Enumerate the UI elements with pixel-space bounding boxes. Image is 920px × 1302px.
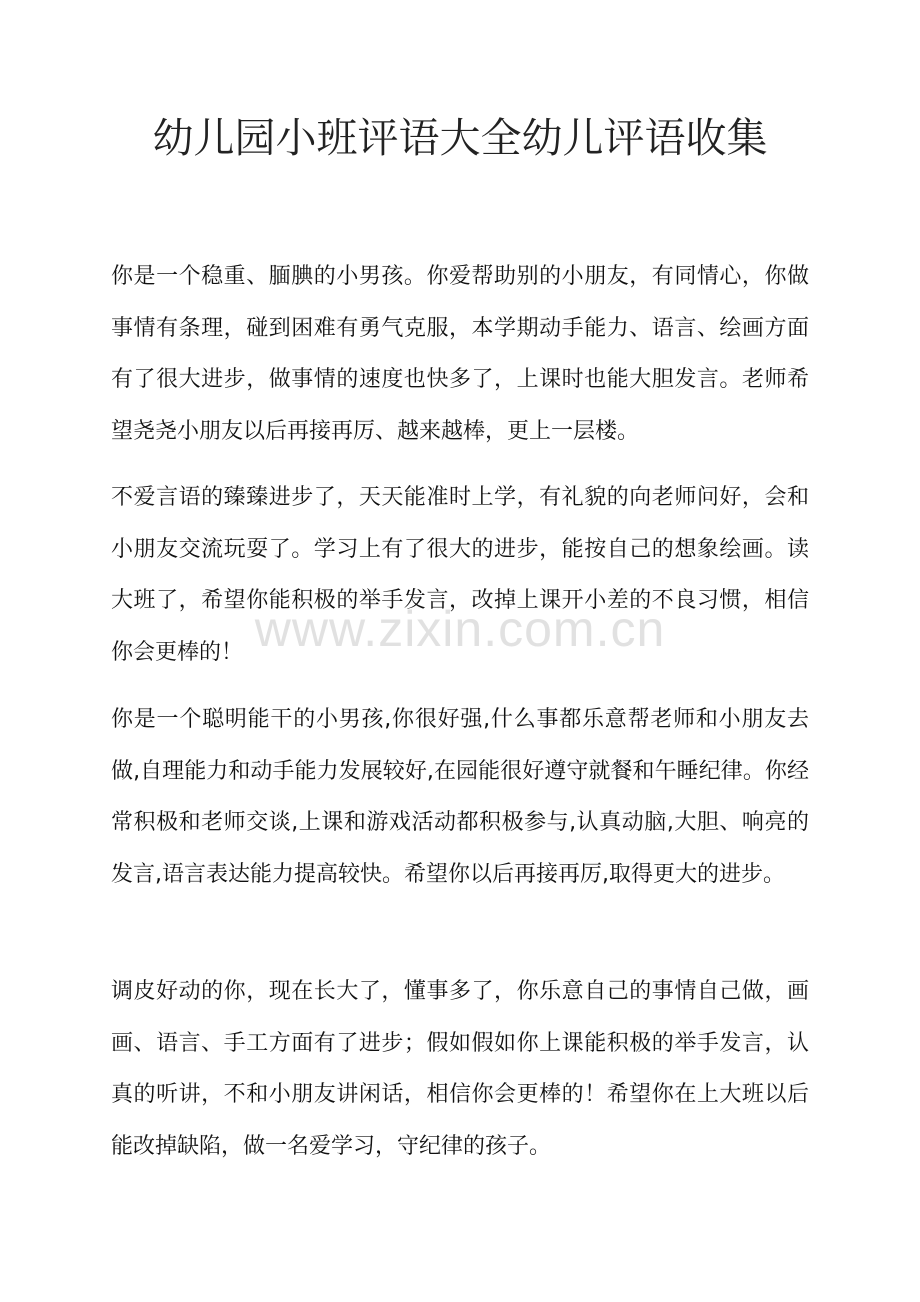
paragraph-1: 你是一个稳重、腼腆的小男孩。你爱帮助别的小朋友，有同情心，你做事情有条理，碰到困难有勇气克服，本学期动手能力、语言、绘画方面有了很大进步，做事情的速度也快多了，上课时也能大胆发言。老师希望尧尧小朋友以后再接再厉、越来越棒，更上一层楼。 xyxy=(111,264,809,444)
document-title: 幼儿园小班评语大全幼儿评语收集 xyxy=(152,114,768,162)
paragraph-3: 你是一个聪明能干的小男孩,你很好强,什么事都乐意帮老师和小朋友去做,自理能力和动手能力发展较好,在园能很好遵守就餐和午睡纪律。你经常积极和老师交谈,上课和游戏活动都积极参与,认真动脑,大胆、响亮的发言,语言表达能力提高较快。希望你以后再接再厉,取得更大的进步。 xyxy=(111,707,809,887)
watermark: www.zixin.com.cn xyxy=(254,601,666,657)
paragraph-4: 调皮好动的你，现在长大了，懂事多了，你乐意自己的事情自己做，画画、语言、手工方面有了进步；假如假如你上课能积极的举手发言，认真的听讲，不和小朋友讲闲话，相信你会更棒的！希望你在上大班以后能改掉缺陷，做一名爱学习，守纪律的孩子。 xyxy=(111,979,809,1159)
paragraph-2: 不爱言语的臻臻进步了，天天能准时上学，有礼貌的向老师问好，会和小朋友交流玩耍了。学习上有了很大的进步，能按自己的想象绘画。读大班了，希望你能积极的举手发言，改掉上课开小差的不良习惯，相信你会更棒的！ xyxy=(111,485,809,665)
